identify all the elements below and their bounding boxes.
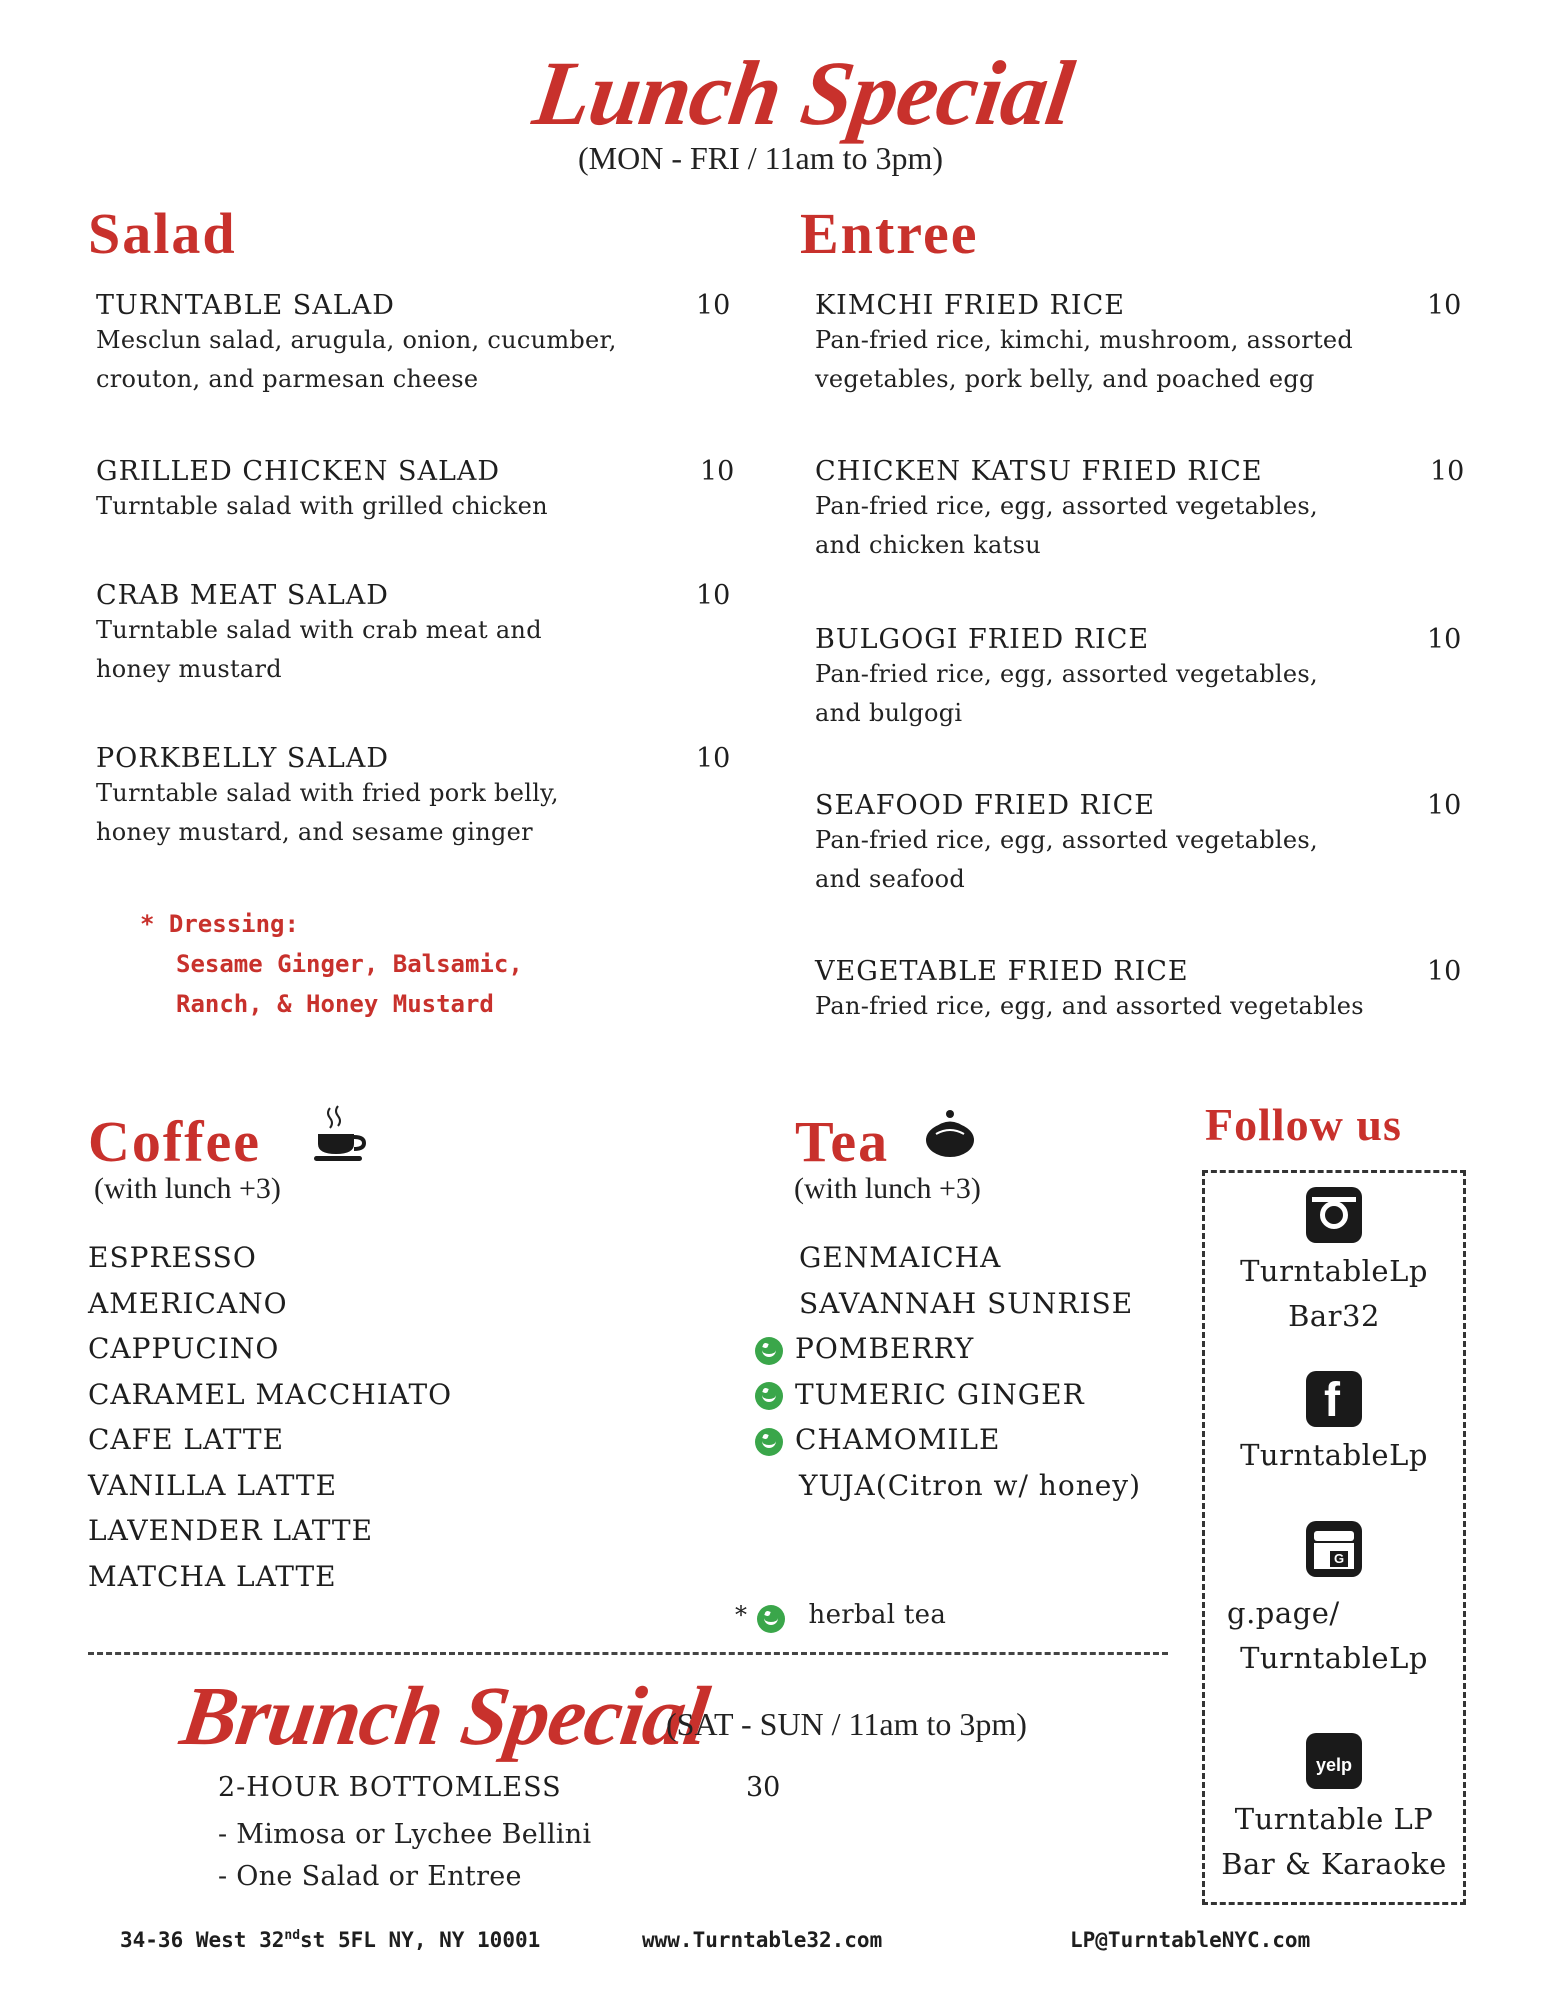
coffee-list	[88, 1235, 452, 1599]
social-google[interactable]	[1205, 1521, 1463, 1681]
instagram-handle: TurntableLp	[1240, 1254, 1428, 1288]
item-description: crouton, and parmesan cheese	[96, 365, 479, 393]
menu-item	[96, 456, 736, 580]
coffee-cup-icon	[312, 1104, 368, 1169]
instagram-handle: Bar32	[1288, 1299, 1380, 1333]
google-business-icon: G	[1306, 1521, 1362, 1577]
entree-list	[815, 290, 1495, 1046]
menu-item	[96, 580, 736, 743]
follow-box	[1202, 1170, 1466, 1905]
dressing-note	[140, 904, 523, 1024]
dressing-options: Sesame Ginger, Balsamic,	[176, 950, 523, 978]
menu-item	[96, 743, 736, 893]
item-description: honey mustard, and sesame ginger	[96, 818, 533, 846]
salad-list	[96, 290, 736, 893]
brunch-hours: (SAT - SUN / 11am to 3pm)	[666, 1706, 1027, 1742]
list-item: AMERICANO	[88, 1286, 288, 1320]
yelp-name: Turntable LP	[1234, 1802, 1434, 1836]
item-description: Pan-fried rice, egg, assorted vegetables,	[815, 492, 1318, 520]
item-price: 10	[700, 456, 735, 487]
brunch-detail: - Mimosa or Lychee Bellini	[218, 1819, 592, 1850]
herbal-leaf-icon	[757, 1605, 785, 1633]
google-page-link: g.page/	[1227, 1596, 1340, 1630]
footer-email[interactable]: LP@TurntableNYC.com	[1070, 1928, 1311, 1952]
brunch-title: Brunch Special	[175, 1670, 714, 1763]
yelp-icon	[1306, 1733, 1362, 1789]
tea-name: POMBERRY	[795, 1332, 975, 1365]
herbal-note	[735, 1596, 946, 1635]
list-item: CARAMEL MACCHIATO	[88, 1377, 453, 1411]
item-price: 10	[696, 580, 731, 611]
menu-item	[96, 290, 736, 456]
yelp-name: Bar & Karaoke	[1221, 1847, 1447, 1881]
item-description: Pan-fried rice, kimchi, mushroom, assorted	[815, 326, 1354, 354]
herbal-leaf-icon	[755, 1337, 783, 1365]
item-price: 10	[1427, 624, 1462, 655]
item-name: CHICKEN KATSU FRIED RICE	[815, 456, 1263, 487]
tea-note: (with lunch +3)	[794, 1172, 981, 1205]
item-price: 10	[1427, 956, 1462, 987]
herbal-note-text: herbal tea	[808, 1600, 947, 1630]
tea-heading: Tea	[795, 1109, 890, 1174]
address-part: st 5FL NY, NY 10001	[300, 1928, 541, 1952]
item-name: BULGOGI FRIED RICE	[815, 624, 1150, 655]
item-name: PORKBELLY SALAD	[96, 743, 389, 774]
item-name: 2-HOUR BOTTOMLESS	[218, 1772, 562, 1803]
item-price: 10	[696, 290, 731, 321]
item-description: Pan-fried rice, egg, and assorted vegetables	[815, 992, 1364, 1020]
item-description: Turntable salad with fried pork belly,	[96, 779, 559, 807]
instagram-icon	[1306, 1187, 1362, 1243]
item-description: and seafood	[815, 865, 966, 893]
list-item: ESPRESSO	[88, 1241, 257, 1274]
facebook-handle: TurntableLp	[1240, 1438, 1428, 1472]
brunch-item	[218, 1772, 818, 1814]
item-price: 10	[1430, 456, 1465, 487]
item-price: 10	[696, 743, 731, 774]
social-instagram[interactable]	[1205, 1187, 1463, 1339]
list-item: CAFE LATTE	[88, 1423, 285, 1456]
follow-heading: Follow us	[1205, 1099, 1402, 1150]
item-name: TURNTABLE SALAD	[96, 290, 395, 321]
item-description: Turntable salad with crab meat and	[96, 616, 542, 644]
item-name: GRILLED CHICKEN SALAD	[96, 456, 501, 487]
teapot-icon	[922, 1108, 978, 1165]
coffee-note: (with lunch +3)	[94, 1172, 281, 1205]
list-item: YUJA(Citron w/ honey)	[799, 1468, 1142, 1502]
list-item: GENMAICHA	[799, 1241, 1002, 1274]
list-item: CAPPUCINO	[88, 1332, 280, 1365]
item-price: 10	[1427, 290, 1462, 321]
item-description: and bulgogi	[815, 699, 963, 727]
brunch-detail: - One Salad or Entree	[218, 1861, 522, 1892]
social-facebook[interactable]	[1205, 1371, 1463, 1478]
item-name: KIMCHI FRIED RICE	[815, 290, 1125, 321]
salad-heading: Salad	[88, 201, 237, 266]
item-description: Mesclun salad, arugula, onion, cucumber,	[96, 326, 617, 354]
page-title: Lunch Special	[527, 42, 1079, 144]
list-item	[755, 1326, 1141, 1372]
menu-item	[815, 956, 1495, 1046]
address-suffix: nd	[284, 1928, 301, 1943]
item-price: 30	[746, 1772, 781, 1803]
footer-address	[120, 1928, 540, 1952]
tea-name: TUMERIC GINGER	[795, 1377, 1085, 1411]
tea-name: CHAMOMILE	[795, 1423, 1001, 1456]
dressing-star: *	[140, 910, 155, 938]
item-description: honey mustard	[96, 655, 282, 683]
item-name: SEAFOOD FRIED RICE	[815, 790, 1155, 821]
herbal-leaf-icon	[755, 1428, 783, 1456]
item-description: Turntable salad with grilled chicken	[96, 492, 548, 520]
item-description: Pan-fried rice, egg, assorted vegetables,	[815, 826, 1318, 854]
google-page-link: TurntableLp	[1240, 1641, 1428, 1675]
social-yelp[interactable]	[1205, 1733, 1463, 1887]
dressing-label: Dressing:	[168, 910, 299, 938]
item-description: and chicken katsu	[815, 531, 1041, 559]
list-item	[755, 1372, 1141, 1418]
item-name: VEGETABLE FRIED RICE	[815, 956, 1189, 987]
menu-item	[815, 790, 1495, 956]
item-description: Pan-fried rice, egg, assorted vegetables,	[815, 660, 1318, 688]
menu-item	[815, 290, 1495, 456]
address-part: 34-36 West 32	[120, 1928, 285, 1952]
item-description: vegetables, pork belly, and poached egg	[815, 365, 1315, 393]
menu-item	[815, 624, 1495, 790]
list-item: SAVANNAH SUNRISE	[799, 1286, 1134, 1320]
yelp-icon-text: yelp	[1315, 1755, 1353, 1775]
facebook-icon: f	[1306, 1371, 1362, 1427]
menu-item	[815, 456, 1495, 624]
section-divider	[88, 1652, 1168, 1655]
list-item: MATCHA LATTE	[88, 1559, 337, 1593]
herbal-star: *	[735, 1601, 748, 1629]
brunch-details	[218, 1772, 818, 1898]
footer-website[interactable]: www.Turntable32.com	[642, 1928, 883, 1952]
coffee-heading: Coffee	[88, 1109, 262, 1174]
lunch-hours: (MON - FRI / 11am to 3pm)	[578, 140, 944, 176]
list-item: LAVENDER LATTE	[88, 1514, 374, 1547]
tea-list	[755, 1235, 1141, 1508]
item-name: CRAB MEAT SALAD	[96, 580, 389, 611]
entree-heading: Entree	[800, 201, 979, 266]
list-item: VANILLA LATTE	[88, 1468, 338, 1502]
item-price: 10	[1427, 790, 1462, 821]
dressing-options: Ranch, & Honey Mustard	[176, 990, 494, 1018]
herbal-leaf-icon	[755, 1382, 783, 1410]
list-item	[755, 1417, 1141, 1463]
